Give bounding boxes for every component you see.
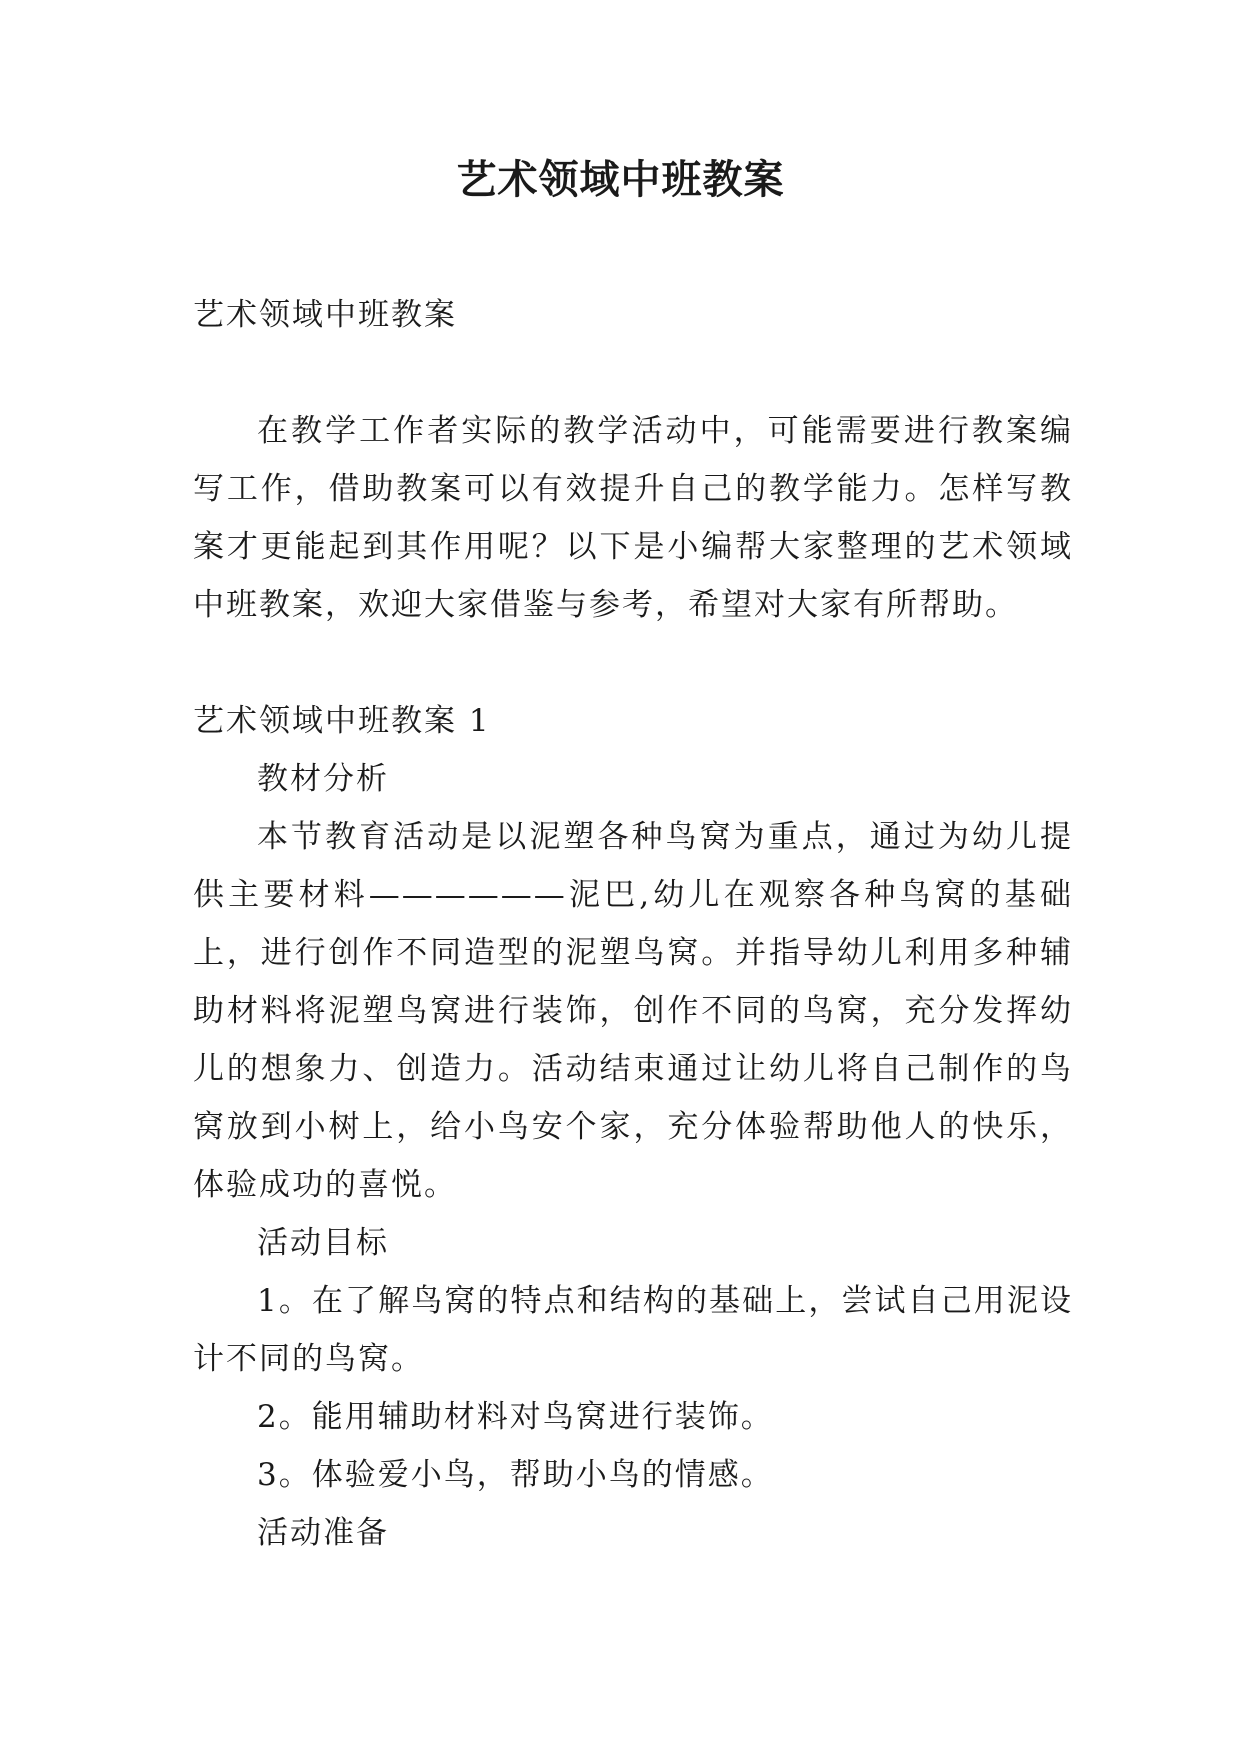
- goal-item: 3。体验爱小鸟，帮助小鸟的情感。: [257, 1457, 774, 1493]
- spacer: [193, 344, 1073, 402]
- document-subtitle: 艺术领域中班教案: [193, 297, 457, 333]
- goal-item: 1。在了解鸟窝的特点和结构的基础上，尝试自己用泥设计不同的鸟窝。: [193, 1283, 1073, 1377]
- prep-heading: 活动准备: [257, 1515, 389, 1551]
- intro-paragraph: 在教学工作者实际的教学活动中，可能需要进行教案编写工作，借助教案可以有效提升自己的教学能力。怎样写教案才更能起到其作用呢？以下是小编帮大家整理的艺术领域中班教案，欢迎大家借鉴与参考，希望对大家有所帮助。: [193, 413, 1073, 623]
- document-title: 艺术领域中班教案: [456, 156, 785, 203]
- spacer: [193, 634, 1073, 692]
- document-body: [193, 286, 1073, 1562]
- analysis-paragraph: 本节教育活动是以泥塑各种鸟窝为重点，通过为幼儿提供主要材料——————泥巴,幼儿在观察各种鸟窝的基础上，进行创作不同造型的泥塑鸟窝。并指导幼儿利用多种辅助材料将泥塑鸟窝进行装饰，创作不同的鸟窝，充分发挥幼儿的想象力、创造力。活动结束通过让幼儿将自己制作的鸟窝放到小树上，给小鸟安个家，充分体验帮助他人的快乐，体验成功的喜悦。: [193, 819, 1073, 1203]
- goals-heading: 活动目标: [257, 1225, 389, 1261]
- section-heading: 艺术领域中班教案 1: [193, 703, 491, 739]
- goal-item: 2。能用辅助材料对鸟窝进行装饰。: [257, 1399, 774, 1435]
- analysis-heading: 教材分析: [257, 761, 389, 797]
